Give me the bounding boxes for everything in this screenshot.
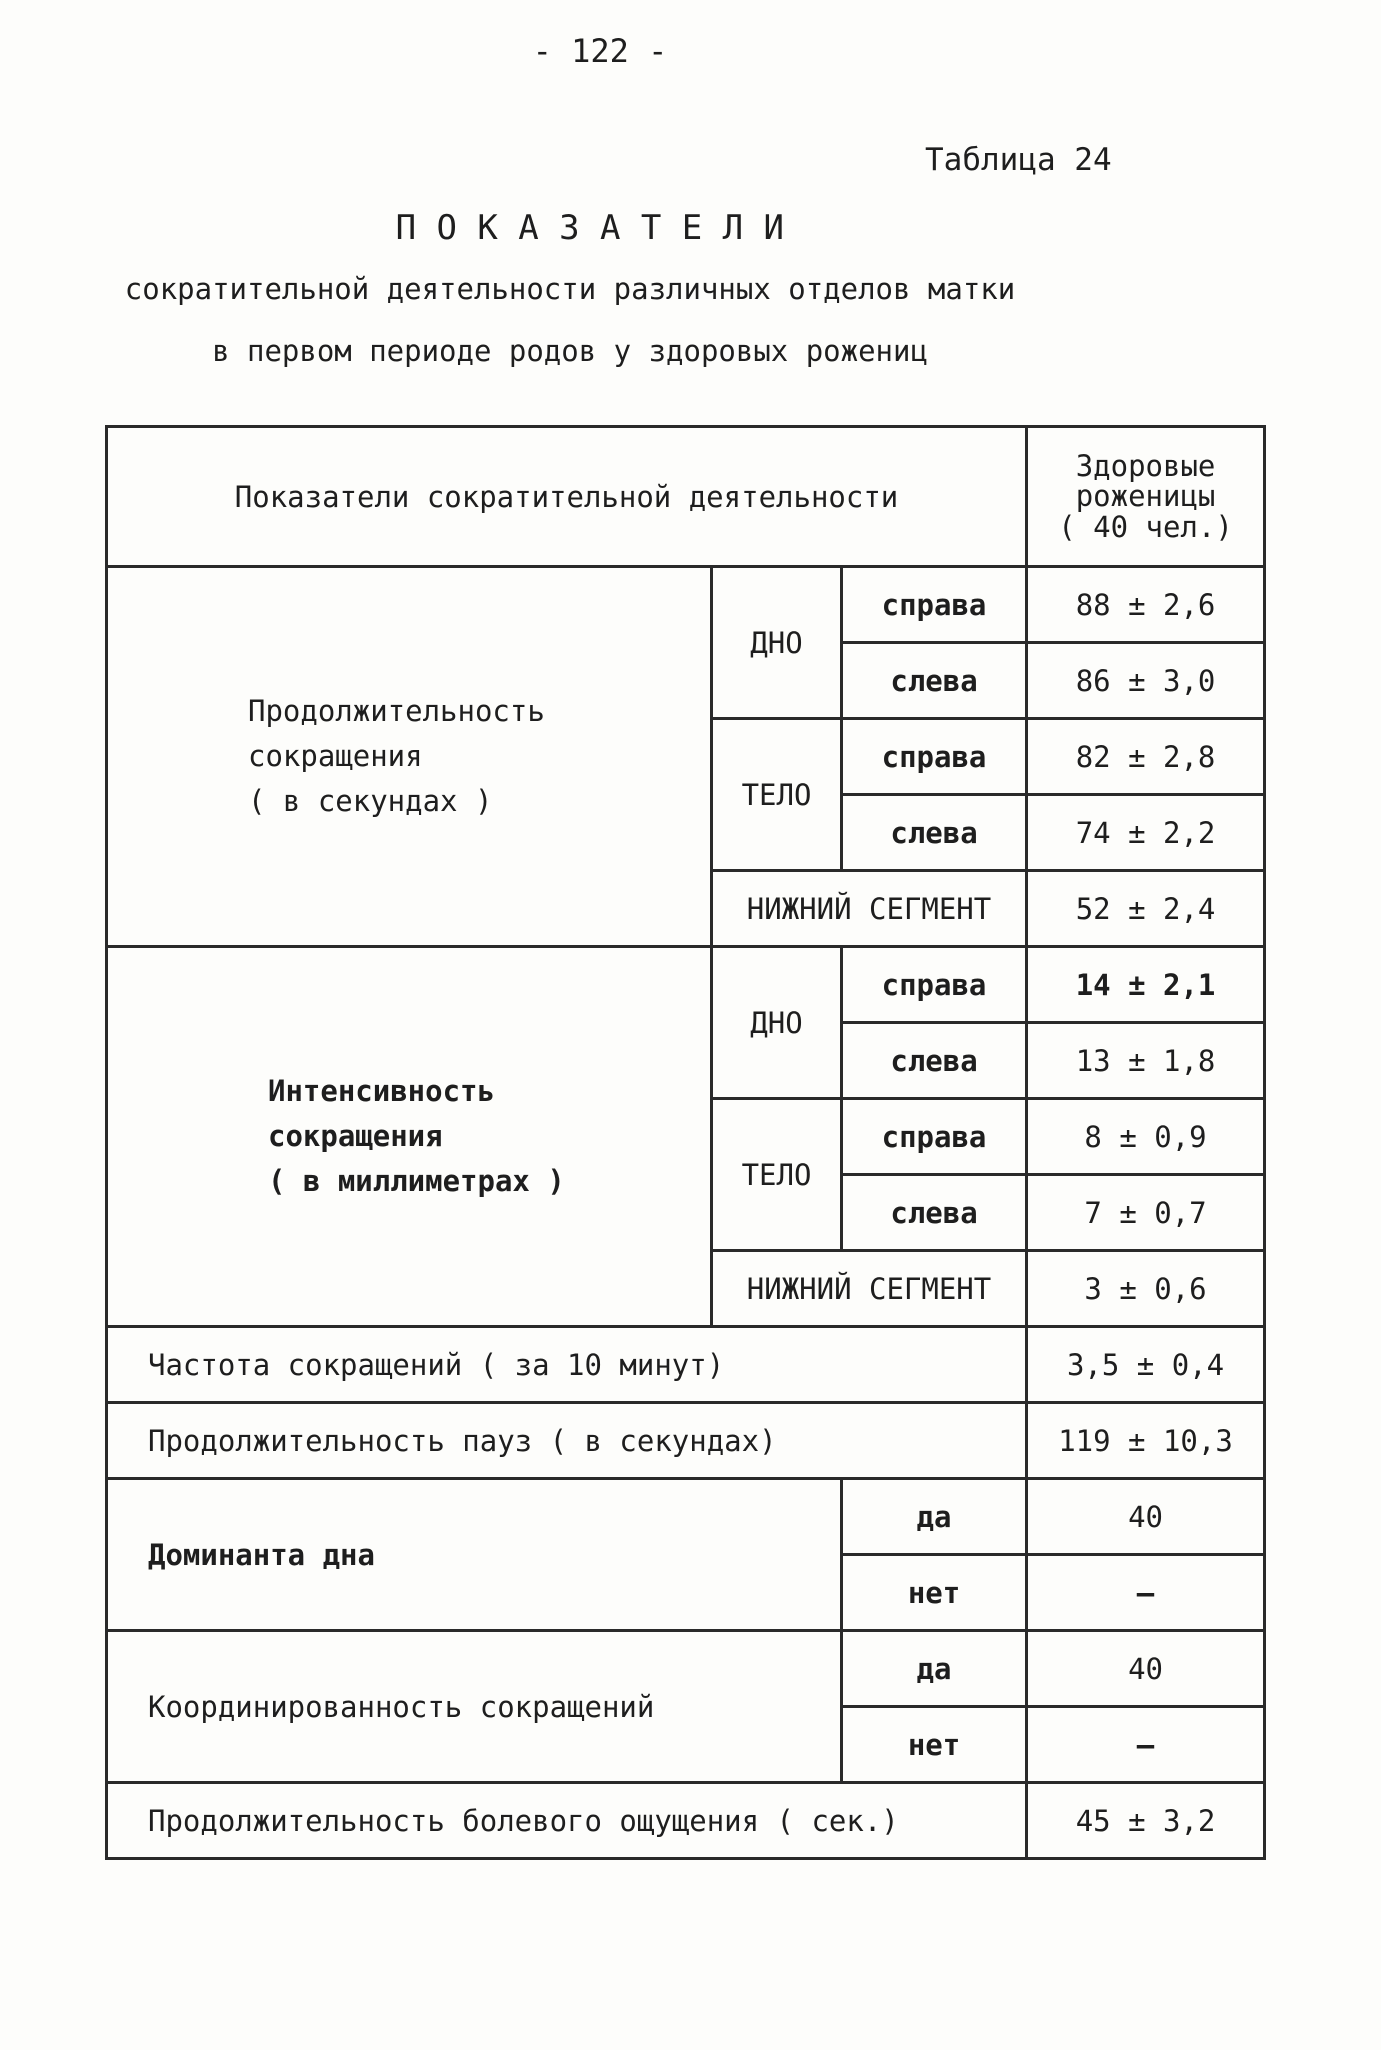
side-label: слева	[842, 795, 1027, 871]
table-subtitle-line2: в первом периоде родов у здоровых рожениц	[212, 334, 928, 368]
table-row	[107, 947, 1265, 1023]
dominance-label-cell: Доминанта дна	[107, 1479, 842, 1631]
value-cell: —	[1027, 1707, 1265, 1783]
table-row	[107, 567, 1265, 643]
pauses-label-cell: Продолжительность пауз ( в секундах)	[107, 1403, 1027, 1479]
value-cell: 40	[1027, 1631, 1265, 1707]
side-label: справа	[842, 1099, 1027, 1175]
header-group-cell	[1027, 427, 1265, 567]
value-cell: —	[1027, 1555, 1265, 1631]
answer-label: нет	[842, 1555, 1027, 1631]
value-cell: 3,5 ± 0,4	[1027, 1327, 1265, 1403]
duration-lower-segment-cell: НИЖНИЙ СЕГМЕНТ	[712, 871, 1027, 947]
table-subtitle-line1: сократительной деятельности различных отделов матки	[124, 272, 1016, 306]
value-cell: 45 ± 3,2	[1027, 1783, 1265, 1859]
side-label: справа	[842, 947, 1027, 1023]
intensity-body-cell: ТЕЛО	[712, 1099, 842, 1251]
coordination-label-cell: Координированность сокращений	[107, 1631, 842, 1783]
header-row	[107, 427, 1265, 567]
value-cell: 74 ± 2,2	[1027, 795, 1265, 871]
duration-label-line3: ( в секундах )	[248, 783, 493, 818]
value-cell: 13 ± 1,8	[1027, 1023, 1265, 1099]
frequency-label-cell: Частота сокращений ( за 10 минут)	[107, 1327, 1027, 1403]
table-row	[107, 1327, 1265, 1403]
side-label: слева	[842, 1023, 1027, 1099]
table-label: Таблица 24	[925, 142, 1112, 178]
intensity-label-line1: Интенсивность	[268, 1074, 495, 1109]
pain-label-cell: Продолжительность болевого ощущения ( сек.)	[107, 1783, 1027, 1859]
answer-label: нет	[842, 1707, 1027, 1783]
side-label: справа	[842, 719, 1027, 795]
intensity-fundus-cell: ДНО	[712, 947, 842, 1099]
value-cell: 40	[1027, 1479, 1265, 1555]
duration-label-line2: сокращения	[248, 739, 423, 774]
duration-label-line1: Продолжительность	[248, 694, 545, 729]
value-cell: 86 ± 3,0	[1027, 643, 1265, 719]
value-cell: 119 ± 10,3	[1027, 1403, 1265, 1479]
value-cell: 52 ± 2,4	[1027, 871, 1265, 947]
header-group-line2: роженицы	[1075, 479, 1216, 514]
header-group-line3: ( 40 чел.)	[1058, 509, 1233, 544]
table-row	[107, 1631, 1265, 1707]
side-label: слева	[842, 1175, 1027, 1251]
intensity-lower-segment-cell: НИЖНИЙ СЕГМЕНТ	[712, 1251, 1027, 1327]
side-label: слева	[842, 643, 1027, 719]
table-row	[107, 1479, 1265, 1555]
duration-label-cell	[107, 567, 712, 947]
header-indicators-cell: Показатели сократительной деятельности	[107, 427, 1027, 567]
table-title: ПОКАЗАТЕЛИ	[395, 208, 805, 248]
intensity-label-line3: ( в миллиметрах )	[268, 1163, 565, 1198]
indicators-table	[105, 425, 1266, 1860]
answer-label: да	[842, 1479, 1027, 1555]
intensity-label-line2: сокращения	[268, 1119, 443, 1154]
intensity-label-cell	[107, 947, 712, 1327]
answer-label: да	[842, 1631, 1027, 1707]
table-row	[107, 1403, 1265, 1479]
duration-fundus-cell: ДНО	[712, 567, 842, 719]
header-group-line1: Здоровые	[1075, 448, 1216, 483]
value-cell: 88 ± 2,6	[1027, 567, 1265, 643]
value-cell: 8 ± 0,9	[1027, 1099, 1265, 1175]
value-cell: 3 ± 0,6	[1027, 1251, 1265, 1327]
table-row	[107, 1783, 1265, 1859]
duration-body-cell: ТЕЛО	[712, 719, 842, 871]
value-cell: 7 ± 0,7	[1027, 1175, 1265, 1251]
side-label: справа	[842, 567, 1027, 643]
page-number: - 122 -	[532, 32, 668, 70]
value-cell: 82 ± 2,8	[1027, 719, 1265, 795]
value-cell: 14 ± 2,1	[1027, 947, 1265, 1023]
